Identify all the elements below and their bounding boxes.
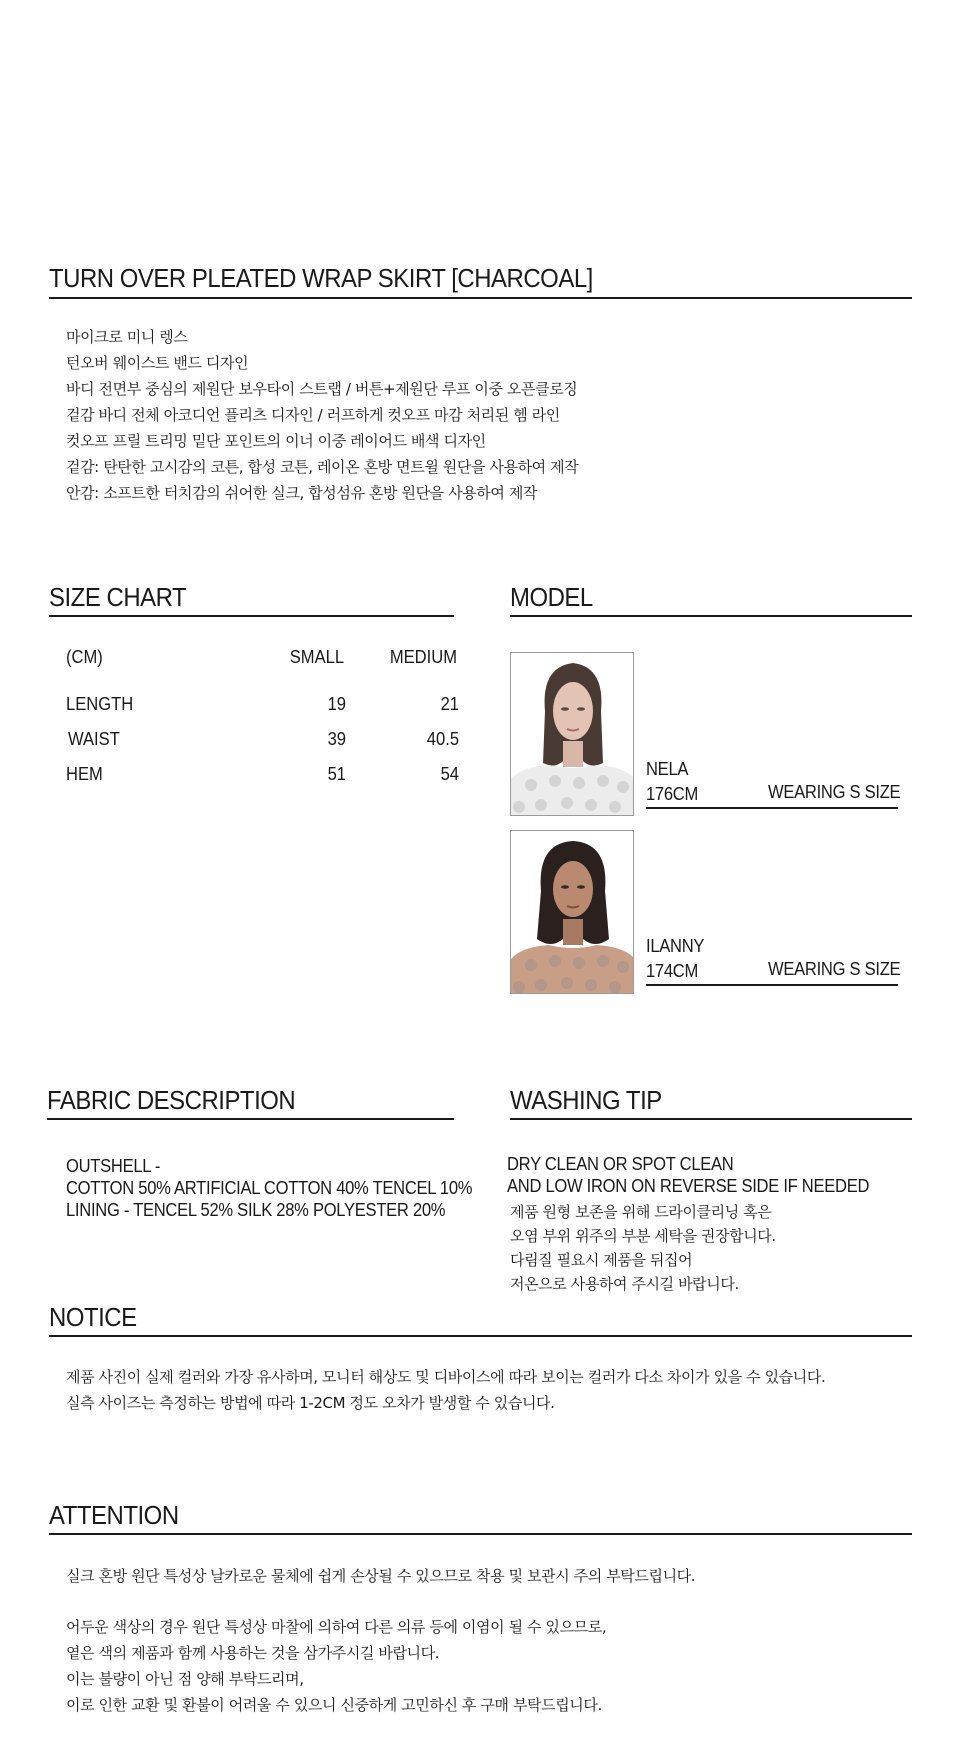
description-line: 바디 전면부 중심의 제원단 보우타이 스트랩 / 버튼+제원단 루프 이중 오픈클로징 — [66, 380, 578, 398]
model-underline — [646, 984, 898, 986]
washing-rule — [510, 1118, 912, 1120]
washing-en-line: DRY CLEAN OR SPOT CLEAN — [507, 1154, 734, 1174]
attention-paragraph-2 — [66, 1614, 606, 1718]
notice-lines — [66, 1364, 825, 1416]
fabric-rule — [47, 1118, 454, 1120]
size-chart-header-small: SMALL — [289, 647, 344, 667]
size-row-small: 19 — [327, 694, 346, 714]
size-row-medium: 21 — [440, 694, 459, 714]
attention-title: ATTENTION — [49, 1500, 179, 1530]
model-title: MODEL — [510, 582, 593, 612]
notice-line: 제품 사진이 실제 컬러와 가장 유사하며, 모니터 해상도 및 디바이스에 따라 보이는 컬러가 다소 차이가 있을 수 있습니다. — [66, 1368, 826, 1386]
model-wearing-ilanny: WEARING S SIZE — [768, 959, 901, 979]
model-name-ilanny: ILANNY — [646, 936, 705, 956]
size-chart-unit: (CM) — [66, 647, 103, 667]
model-photo-nela — [510, 652, 634, 816]
size-chart-rule — [49, 615, 454, 617]
notice-rule — [49, 1335, 912, 1337]
washing-kr-line: 다림질 필요시 제품을 뒤집어 — [510, 1251, 693, 1269]
notice-line: 실측 사이즈는 측정하는 방법에 따라 1-2CM 정도 오차가 발생할 수 있습니다. — [66, 1394, 555, 1412]
fabric-line: LINING - TENCEL 52% SILK 28% POLYESTER 20% — [66, 1200, 446, 1220]
model-rule — [510, 615, 912, 617]
description-line: 컷오프 프릴 트리밍 밑단 포인트의 이너 이중 레이어드 배색 디자인 — [66, 432, 486, 450]
product-title: TURN OVER PLEATED WRAP SKIRT [CHARCOAL] — [49, 263, 593, 293]
fabric-line: OUTSHELL - — [66, 1156, 161, 1176]
model-height-nela: 176CM — [646, 784, 699, 804]
description-line: 안감: 소프트한 터치감의 쉬어한 실크, 합성섬유 혼방 원단을 사용하여 제작 — [66, 484, 538, 502]
model-wearing-nela: WEARING S SIZE — [768, 782, 901, 802]
size-row-medium: 40.5 — [426, 729, 459, 749]
washing-en-line: AND LOW IRON ON REVERSE SIDE IF NEEDED — [507, 1176, 870, 1196]
attention-paragraph-1: 실크 혼방 원단 특성상 날카로운 물체에 쉽게 손상될 수 있으므로 착용 및 보관시 주의 부탁드립니다. — [66, 1567, 696, 1585]
fabric-line: COTTON 50% ARTIFICIAL COTTON 40% TENCEL 10% — [66, 1178, 473, 1198]
product-title-rule — [49, 297, 912, 299]
model-portrait-image — [511, 653, 634, 816]
washing-en-lines — [507, 1153, 901, 1197]
model-name-nela: NELA — [646, 759, 689, 779]
attention-line: 이는 불량이 아닌 점 양해 부탁드리며, — [66, 1670, 304, 1688]
description-line: 턴오버 웨이스트 밴드 디자인 — [66, 354, 249, 372]
model-photo-ilanny — [510, 830, 634, 994]
attention-line: 이로 인한 교환 및 환불이 어려울 수 있으니 신중하게 고민하신 후 구매 부탁드립니다. — [66, 1696, 602, 1714]
size-row-label: HEM — [66, 764, 103, 784]
attention-line: 옅은 색의 제품과 함께 사용하는 것을 삼가주시길 바랍니다. — [66, 1644, 440, 1662]
model-height-ilanny: 174CM — [646, 961, 699, 981]
washing-kr-lines — [510, 1200, 776, 1296]
description-line: 겉감 바디 전체 아코디언 플리츠 디자인 / 러프하게 컷오프 마감 처리된 헴 라인 — [66, 406, 560, 424]
size-row-small: 51 — [327, 764, 346, 784]
size-row-medium: 54 — [440, 764, 459, 784]
product-description — [66, 324, 578, 506]
washing-kr-line: 오염 부위 위주의 부분 세탁을 권장합니다. — [510, 1227, 776, 1245]
model-underline — [646, 807, 898, 809]
washing-title: WASHING TIP — [510, 1085, 662, 1115]
attention-rule — [49, 1533, 912, 1535]
description-line: 마이크로 미니 렝스 — [66, 328, 188, 346]
attention-line: 어두운 색상의 경우 원단 특성상 마찰에 의하여 다른 의류 등에 이염이 될 수 있으므로, — [66, 1618, 607, 1636]
size-row-label: WAIST — [68, 729, 120, 749]
model-portrait-image — [511, 831, 634, 994]
washing-kr-line: 저온으로 사용하여 주시길 바랍니다. — [510, 1275, 739, 1293]
size-row-small: 39 — [327, 729, 346, 749]
fabric-lines — [66, 1155, 508, 1221]
washing-kr-line: 제품 원형 보존을 위해 드라이클리닝 혹은 — [510, 1203, 772, 1221]
notice-title: NOTICE — [49, 1302, 137, 1332]
size-chart-header-medium: MEDIUM — [389, 647, 457, 667]
size-row-label: LENGTH — [66, 694, 134, 714]
description-line: 겉감: 탄탄한 고시감의 코튼, 합성 코튼, 레이온 혼방 면트윌 원단을 사용하여 제작 — [66, 458, 579, 476]
fabric-title: FABRIC DESCRIPTION — [47, 1085, 296, 1115]
size-chart-title: SIZE CHART — [49, 582, 187, 612]
